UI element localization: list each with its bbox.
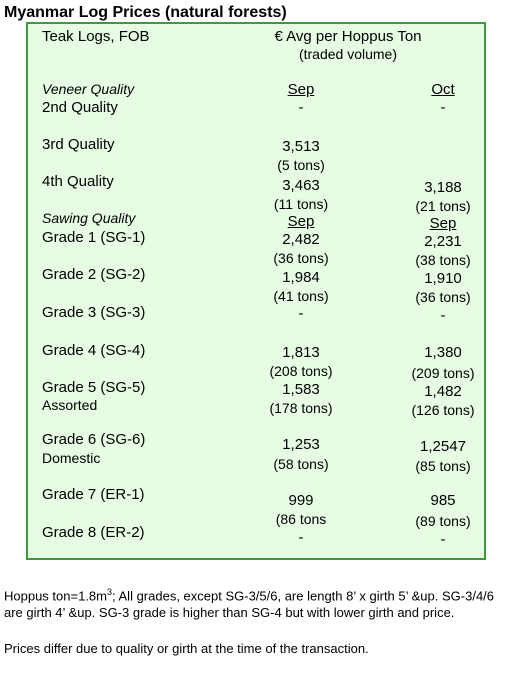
row-label: Grade 8 (ER-2) — [42, 524, 145, 541]
veneer-month1: Sep — [287, 81, 315, 98]
volume-sep: (208 tons) — [269, 363, 333, 379]
value-oct: 1,2547 — [420, 438, 466, 455]
volume-sep: (5 tons) — [277, 157, 325, 173]
volume-oct: (36 tons) — [415, 289, 471, 305]
veneer-month2: Oct — [431, 81, 455, 98]
volume-sep: (86 tons — [275, 511, 327, 527]
row-label: Grade 6 (SG-6) — [42, 431, 146, 448]
row-label: Grade 4 (SG-4) — [42, 342, 146, 359]
grade-notes: ; All grades, except SG-3/5/6, are length 8’ x girth 5’ &up. SG-3/4/6 are girth 4’ &up. SG-3 grade is higher than SG-4 but with lower girth and price. — [4, 588, 495, 621]
value-sep: 1,583 — [282, 381, 320, 398]
volume-oct: (126 tons) — [411, 402, 475, 418]
value-oct: 1,482 — [424, 383, 462, 400]
value-oct: 985 — [430, 492, 456, 509]
header-right: € Avg per Hoppus Ton — [274, 28, 422, 45]
value-sep: - — [298, 305, 304, 322]
price-table — [26, 22, 486, 560]
volume-sep: (11 tons) — [273, 196, 329, 212]
volume-sep: (58 tons) — [273, 456, 329, 472]
row-label: 3rd Quality — [42, 136, 115, 153]
value-sep: - — [298, 529, 304, 546]
row-label: Grade 7 (ER-1) — [42, 486, 145, 503]
prices-footnote: Prices differ due to quality or girth at the time of the transaction. — [4, 641, 369, 656]
veneer-section-label: Veneer Quality — [42, 81, 135, 97]
value-oct: - — [440, 531, 446, 548]
volume-oct: (89 tons) — [415, 513, 471, 529]
volume-oct: (209 tons) — [411, 365, 475, 381]
value-oct: 2,231 — [424, 233, 462, 250]
value-sep: 999 — [288, 492, 314, 509]
header-left: Teak Logs, FOB — [42, 28, 150, 45]
sawing-month2: Sep — [429, 215, 457, 232]
value-sep: 1,984 — [282, 269, 320, 286]
value-sep: 3,463 — [282, 177, 320, 194]
value-oct: - — [440, 307, 446, 324]
sawing-month1: Sep — [287, 213, 315, 230]
hoppus-superscript: 3 — [106, 587, 112, 597]
value-sep: 1,253 — [282, 436, 320, 453]
value-sep: 1,813 — [282, 344, 320, 361]
value-oct: 1,910 — [424, 270, 462, 287]
volume-oct: (21 tons) — [415, 198, 471, 214]
value-oct: - — [440, 99, 446, 116]
row-label: Grade 3 (SG-3) — [42, 304, 146, 321]
row-note: Assorted — [42, 397, 98, 413]
volume-sep: (178 tons) — [269, 400, 333, 416]
volume-sep: (41 tons) — [273, 288, 329, 304]
hoppus-definition: Hoppus ton=1.8m — [4, 588, 107, 604]
sawing-section-label: Sawing Quality — [42, 210, 136, 226]
row-note: Domestic — [42, 450, 101, 466]
value-sep: 2,482 — [282, 231, 320, 248]
row-label: Grade 1 (SG-1) — [42, 229, 146, 246]
row-label: Grade 5 (SG-5) — [42, 379, 146, 396]
page-title: Myanmar Log Prices (natural forests) — [4, 4, 287, 21]
value-oct: 3,188 — [424, 179, 462, 196]
value-oct: 1,380 — [424, 344, 462, 361]
value-sep: - — [298, 99, 304, 116]
volume-oct: (38 tons) — [415, 252, 471, 268]
hoppus-footnote — [4, 584, 514, 621]
header-right-sub: (traded volume) — [298, 46, 398, 62]
volume-sep: (36 tons) — [273, 250, 329, 266]
row-label: Grade 2 (SG-2) — [42, 266, 146, 283]
volume-oct: (85 tons) — [415, 458, 471, 474]
row-label: 2nd Quality — [42, 99, 118, 116]
value-sep: 3,513 — [282, 138, 320, 155]
row-label: 4th Quality — [42, 173, 114, 190]
